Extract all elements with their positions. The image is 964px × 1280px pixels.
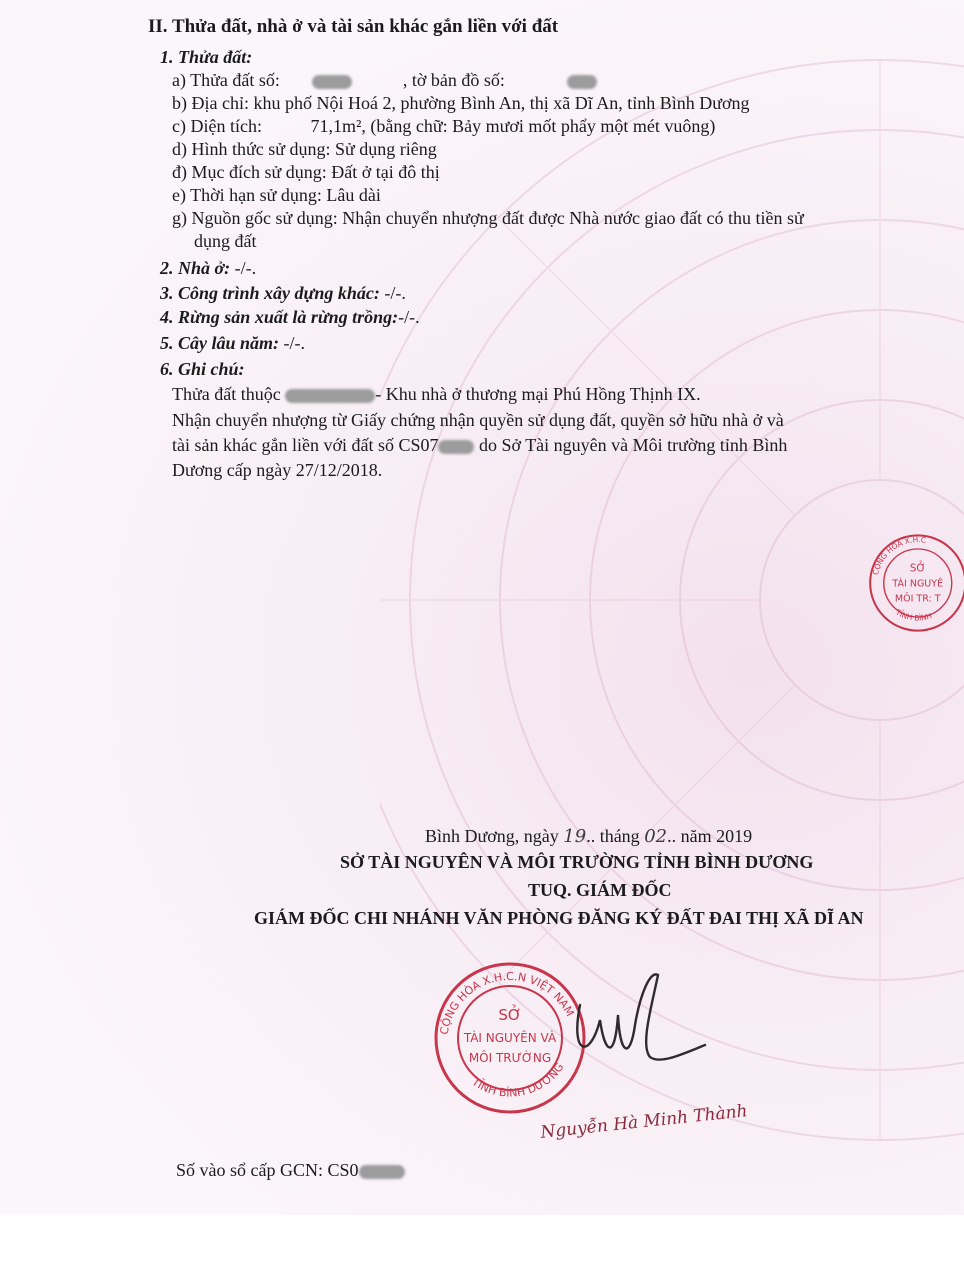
signer-role-1: TUQ. GIÁM ĐỐC [528, 880, 672, 900]
section-heading: II. Thửa đất, nhà ở và tài sản khác gắn liền với đất [148, 16, 559, 37]
handwritten-signature [560, 965, 710, 1075]
redacted-plot-number [312, 75, 352, 89]
svg-text:TỈNH BÌNH [893, 607, 933, 622]
area-line: c) Diện tích: 71,1m², (bằng chữ: Bảy mươi mốt phẩy một mét vuông) [172, 116, 716, 136]
planted-forest-row: 4. Rừng sản xuất là rừng trồng:-/-. [160, 307, 420, 327]
plot-number-line: a) Thửa đất số: , tờ bản đồ số: [172, 70, 597, 91]
land-plot-title: 1. Thửa đất: [160, 47, 253, 67]
redacted-certificate-number [438, 440, 474, 454]
signer-role-2: GIÁM ĐỐC CHI NHÁNH VĂN PHÒNG ĐĂNG KÝ ĐẤT ĐAI THỊ XÃ DĨ AN [254, 908, 864, 928]
seal-text-3: MÔI TRƯỜNG [468, 1051, 552, 1065]
signing-date: Bình Dương, ngày 19.. tháng 02.. năm 2019 [425, 826, 753, 847]
notes-line-2: Nhận chuyển nhượng từ Giấy chứng nhận quyền sử dụng đất, quyền sở hữu nhà ở và [172, 410, 784, 430]
usage-origin-line-2: dụng đất [194, 231, 257, 251]
redacted-map-number [567, 75, 597, 89]
registry-number-line: Số vào sổ cấp GCN: CS0 [176, 1160, 405, 1181]
side-seal-text-2: TÀI NGUYÊ [892, 578, 944, 590]
usage-form-line: d) Hình thức sử dụng: Sử dụng riêng [172, 139, 437, 159]
usage-purpose-line: đ) Mục đích sử dụng: Đất ở tại đô thị [172, 162, 440, 182]
usage-term-line: e) Thời hạn sử dụng: Lâu dài [172, 185, 381, 205]
redacted-lot-code [285, 389, 375, 403]
side-seal-text-1: SỞ [909, 563, 926, 575]
side-seal-bottom-text: TỈNH BÌNH [894, 607, 934, 623]
partial-seal-right [862, 508, 964, 658]
page-bottom-margin [0, 1215, 964, 1280]
address-line: b) Địa chỉ: khu phố Nội Hoá 2, phường Bình An, thị xã Dĩ An, tỉnh Bình Dương [172, 93, 750, 113]
signer-name: Nguyễn Hà Minh Thành [539, 1101, 749, 1143]
seal-text-2: TÀI NGUYÊN VÀ [463, 1031, 557, 1045]
notes-title: 6. Ghi chú: [160, 359, 245, 379]
notes-line-4: Dương cấp ngày 27/12/2018. [172, 460, 383, 480]
notes-line-3: tài sản khác gắn liền với đất số CS07 do Sở Tài nguyên và Môi trường tỉnh Bình [172, 435, 788, 455]
redacted-registry-number [359, 1165, 405, 1179]
svg-text:TỈNH BÌNH DƯƠNG [469, 1061, 567, 1100]
house-row: 2. Nhà ở: -/-. [160, 258, 257, 278]
issuing-org: SỞ TÀI NGUYÊN VÀ MÔI TRƯỜNG TỈNH BÌNH DƯƠNG [340, 852, 814, 872]
seal-text-1: SỞ [498, 1006, 522, 1024]
perennial-trees-row: 5. Cây lâu năm: -/-. [160, 333, 306, 353]
other-construction-row: 3. Công trình xây dựng khác: -/-. [160, 283, 406, 303]
side-seal-text-3: MÔI TR: T [894, 593, 941, 605]
notes-line-1: Thửa đất thuộc - Khu nhà ở thương mại Phú Hồng Thịnh IX. [172, 384, 701, 404]
usage-origin-line: g) Nguồn gốc sử dụng: Nhận chuyển nhượng đất được Nhà nước giao đất có thu tiền sử [172, 208, 804, 228]
seal-bottom-text: TỈNH BÌNH DƯƠNG [469, 1060, 567, 1100]
side-seal-ring-text: CỘNG HÒA X.H.C [870, 535, 927, 576]
seal-ring-text: CỘNG HÒA X.H.C.N VIỆT NAM [437, 969, 577, 1036]
